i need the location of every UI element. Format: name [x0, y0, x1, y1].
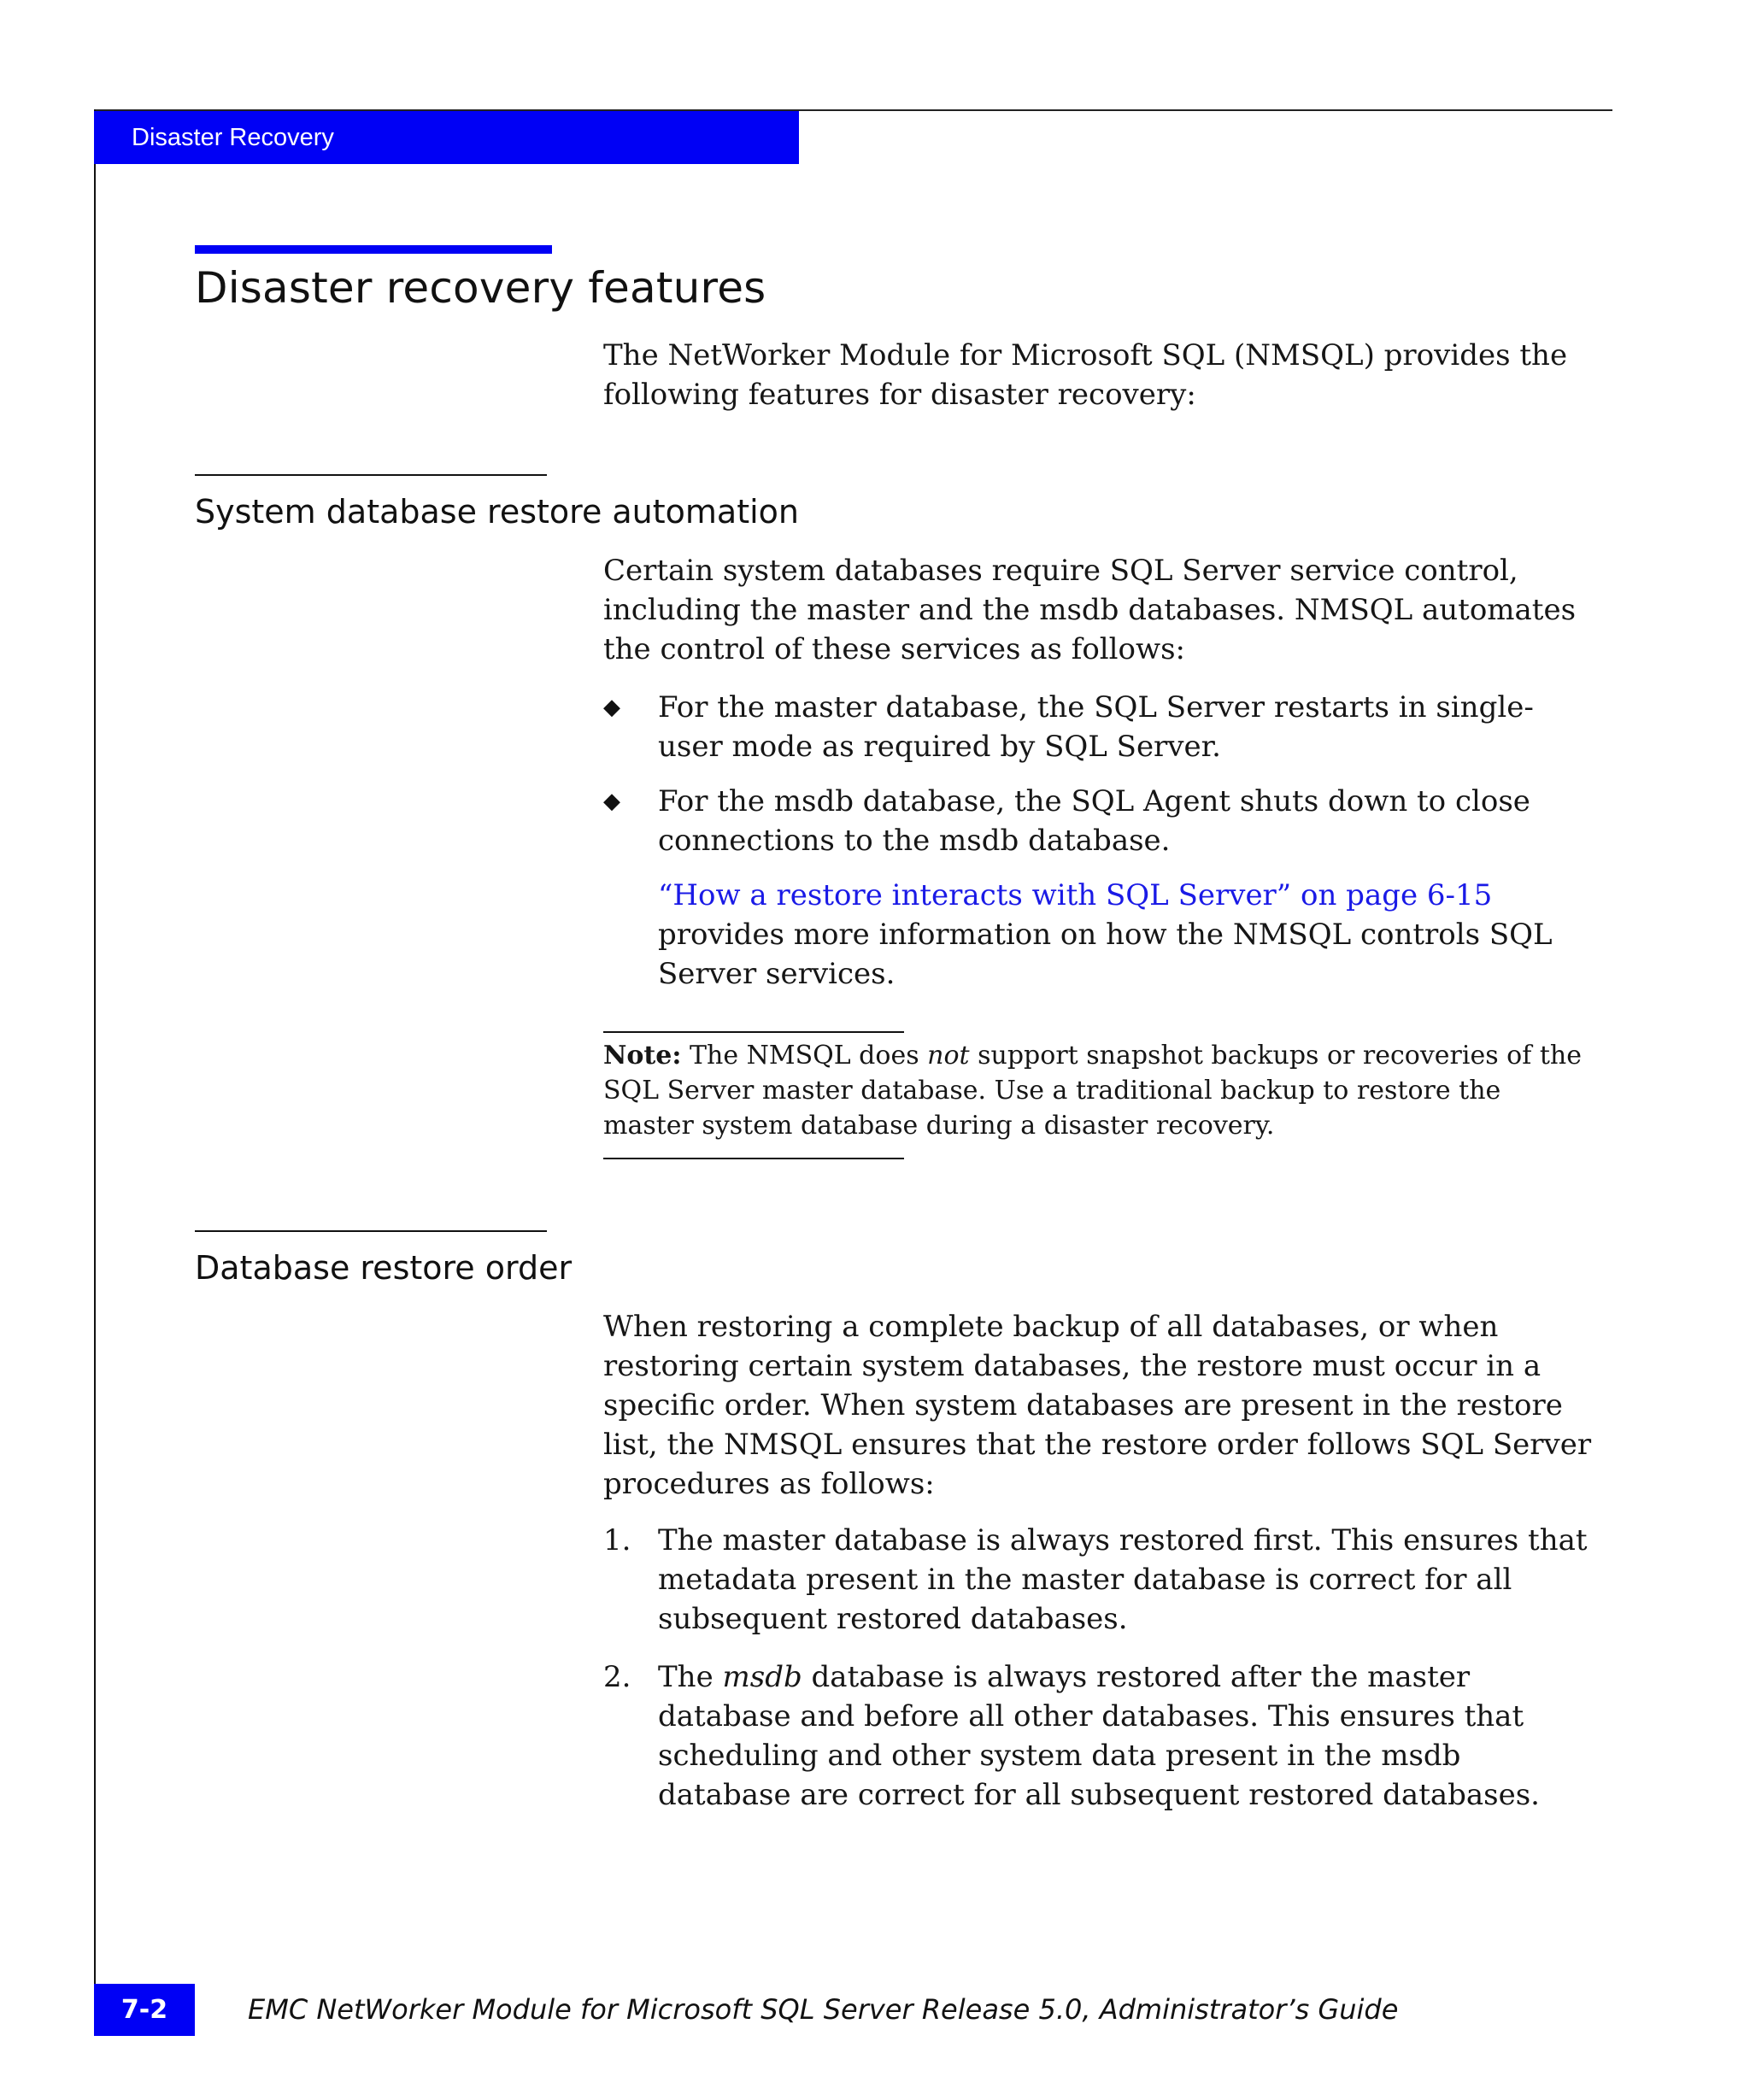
page-number: 7-2: [94, 1984, 195, 2036]
note-emphasis: not: [927, 1041, 970, 1071]
cross-reference-link[interactable]: “How a restore interacts with SQL Server” on page 6-15: [658, 878, 1493, 912]
section-title-rule: [195, 245, 552, 254]
restore-order-intro: When restoring a complete backup of all databases, or when restoring certain system databases, the restore must occur in a specific order. When system databases are present in the restore list, the NMSQL ensures that the restore order follows SQL Server procedures as follows:: [603, 1310, 1592, 1501]
section-title: Disaster recovery features: [195, 263, 766, 313]
numbered-text-msdb-before: The: [658, 1660, 723, 1694]
chapter-tab: Disaster Recovery: [94, 111, 799, 164]
diamond-bullet-icon: ◆: [603, 789, 620, 814]
numbered-text-master: The master database is always restored first. This ensures that metadata present in the master database is correct for all subsequent restored databases.: [658, 1523, 1588, 1636]
subsection-rule-restore-order: [195, 1230, 547, 1232]
footer-book-title: EMC NetWorker Module for Microsoft SQL Server Release 5.0, Administrator’s Guide: [248, 1993, 1399, 2026]
section-intro: The NetWorker Module for Microsoft SQL (NMSQL) provides the following features for disaster recovery:: [603, 338, 1568, 412]
note-text-before: The NMSQL does: [681, 1041, 928, 1071]
note-label: Note:: [603, 1041, 682, 1071]
numbered-text-msdb-after: database is always restored after the master database and before all other databases. This ensures that scheduling and other system data present in the msdb database are correct for all subsequent restored databases.: [658, 1660, 1540, 1812]
bullet-text-msdb: For the msdb database, the SQL Agent shuts down to close connections to the msdb database.: [658, 784, 1530, 858]
subsection-title-system-db: System database restore automation: [195, 493, 800, 531]
bullet-text-master: For the master database, the SQL Server restarts in single-user mode as required by SQL Server.: [658, 690, 1534, 764]
note-top-rule: [603, 1031, 904, 1033]
numbered-text-msdb: [658, 1657, 1598, 1815]
subsection-rule-system-db: [195, 474, 547, 476]
list-number: 1.: [603, 1523, 631, 1557]
cross-reference-rest: provides more information on how the NMSQL controls SQL Server services.: [658, 918, 1553, 991]
subsection-title-restore-order: Database restore order: [195, 1249, 573, 1287]
system-db-intro: Certain system databases require SQL Server service control, including the master and the msdb databases. NMSQL automates the control of these services as follows:: [603, 554, 1577, 666]
note-text-after: support snapshot backups or recoveries of the SQL Server master database. Use a traditional backup to restore the master system database during a disaster recovery.: [603, 1041, 1583, 1141]
cross-reference-paragraph: [658, 876, 1598, 994]
list-number: 2.: [603, 1660, 631, 1694]
numbered-text-msdb-emphasis: msdb: [722, 1660, 802, 1694]
note-paragraph: [603, 1038, 1594, 1143]
diamond-bullet-icon: ◆: [603, 695, 620, 720]
note-bottom-rule: [603, 1158, 904, 1159]
page-frame-left-rule: [94, 109, 96, 2036]
